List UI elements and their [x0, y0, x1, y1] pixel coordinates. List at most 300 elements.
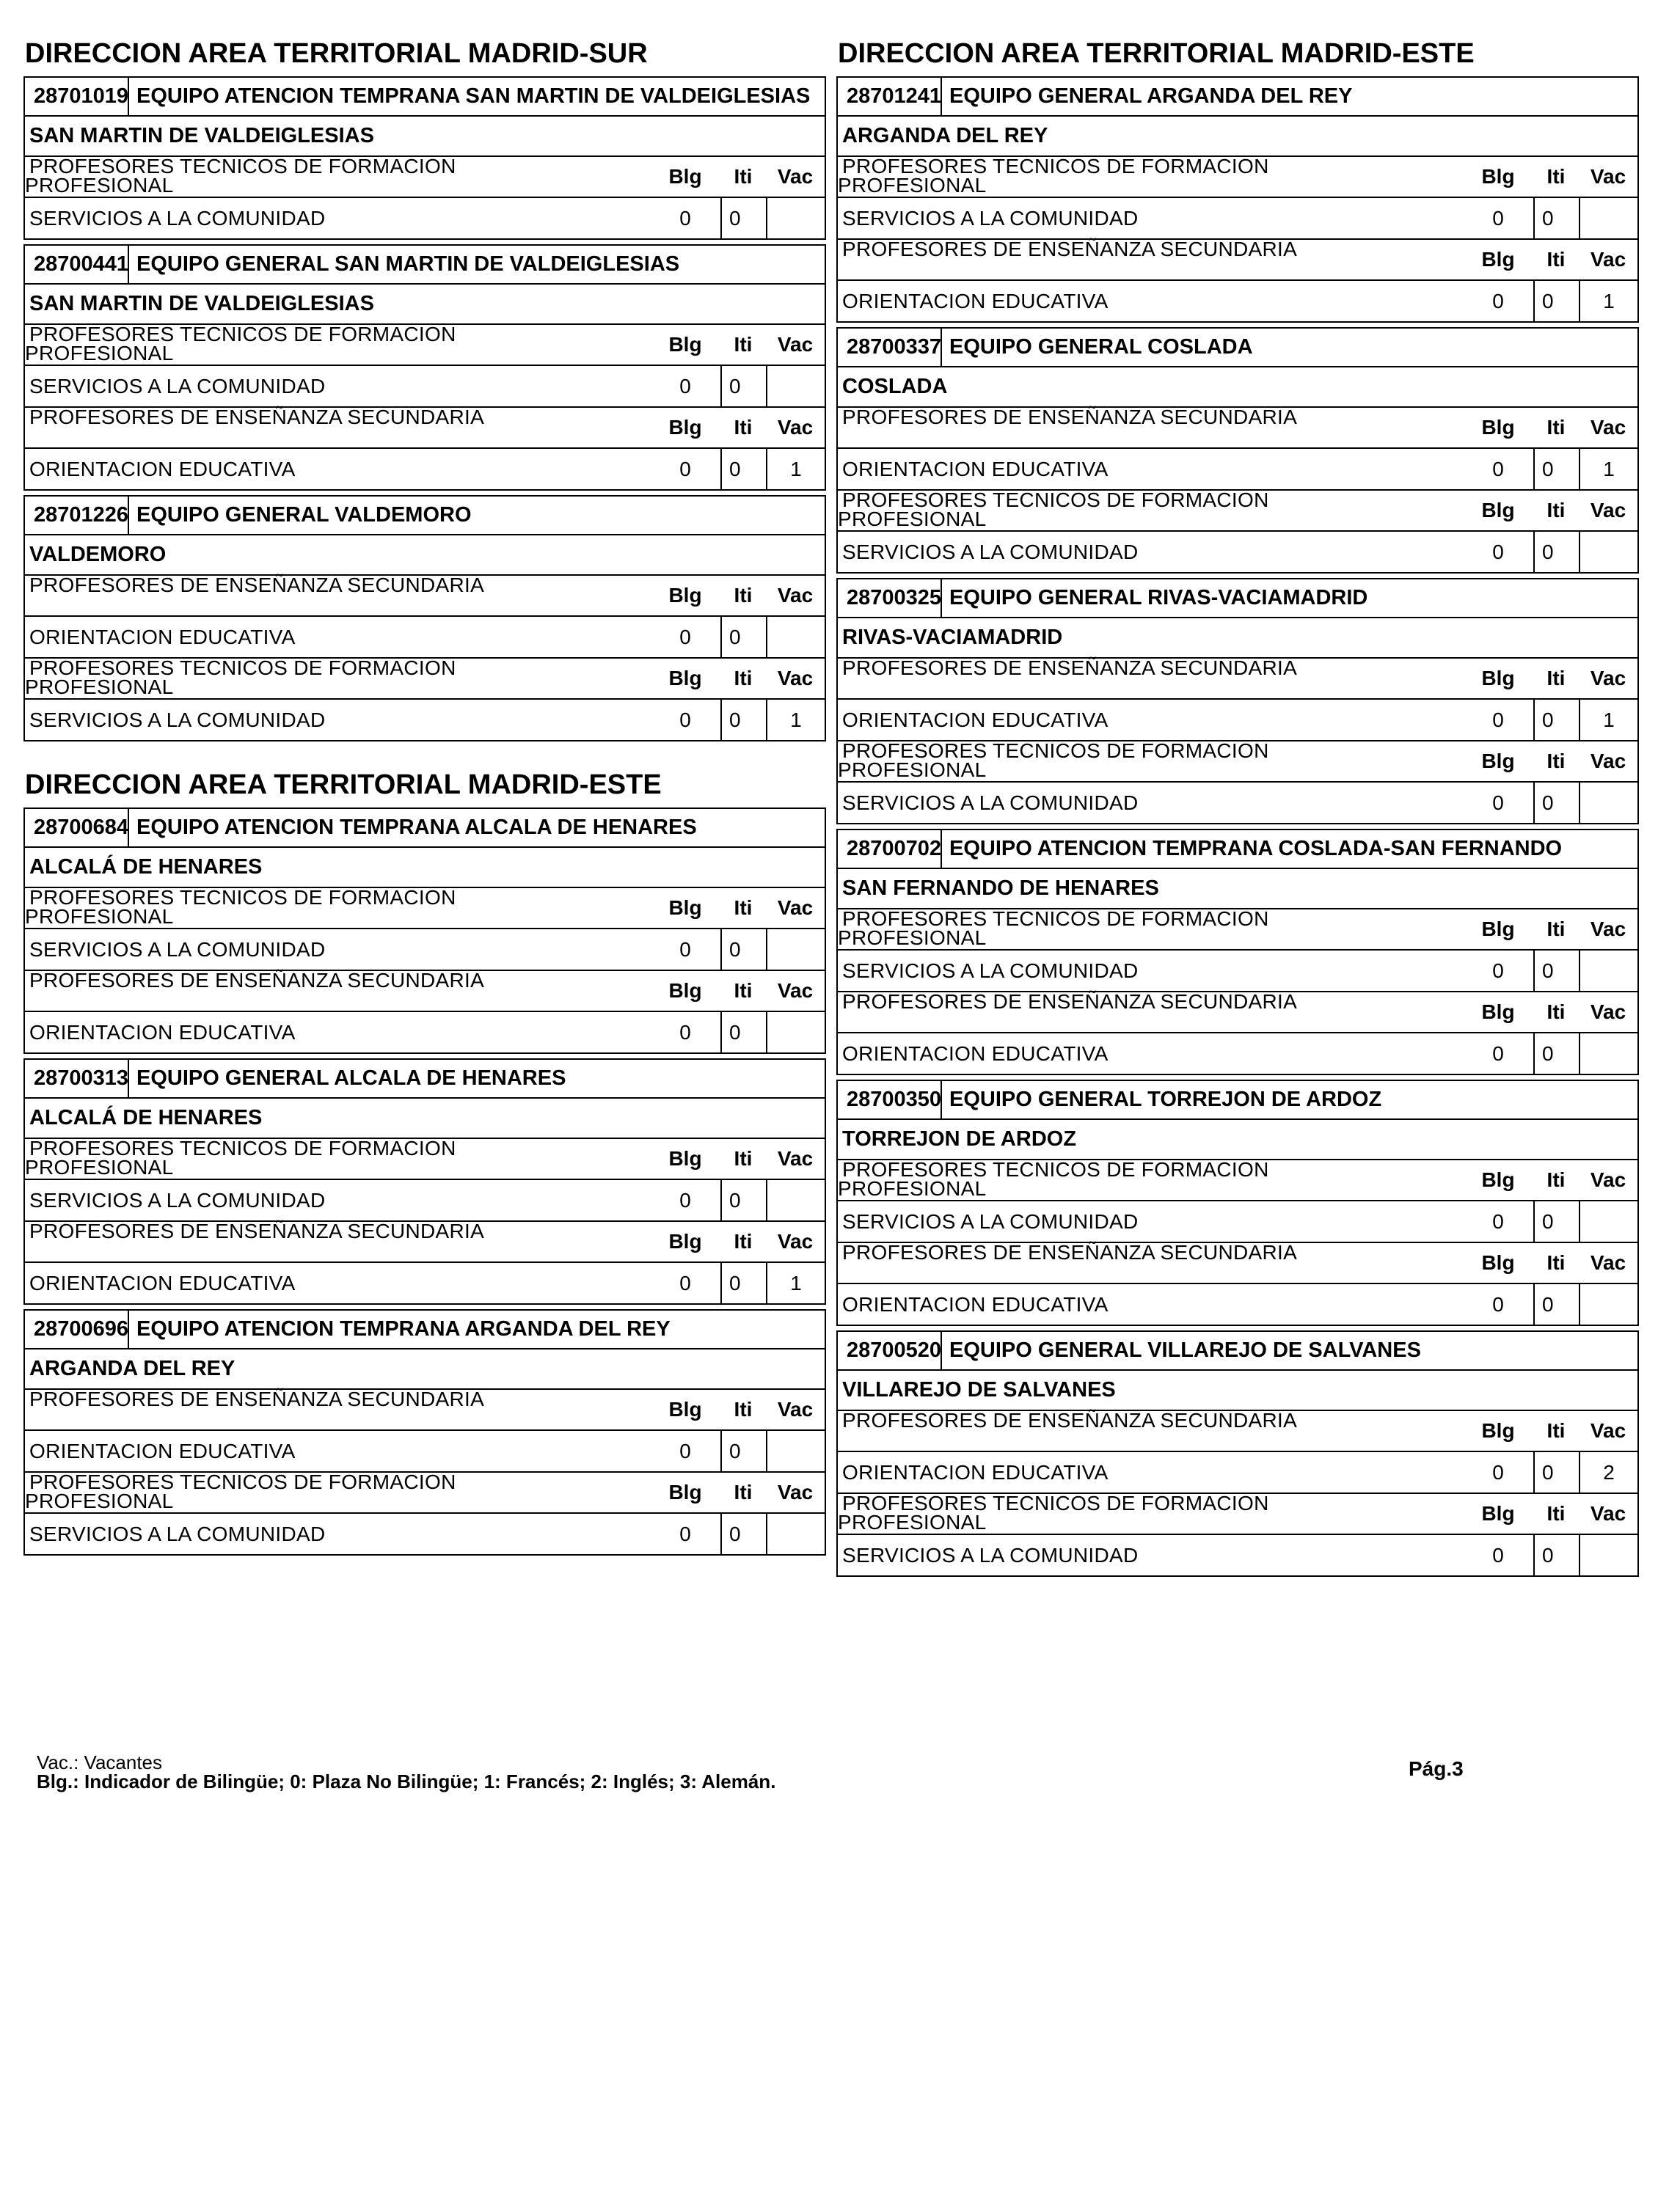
blg-value: 0: [1492, 791, 1504, 814]
cuerpo-block: [838, 488, 1637, 572]
specialty-row: [838, 449, 1637, 491]
page-number: Pág.3: [1409, 1757, 1464, 1780]
cuerpo-name: [838, 240, 1463, 279]
iti-header: Iti: [734, 896, 753, 919]
cuerpo-name-line: PROFESORES TECNICOS DE FORMACION: [842, 488, 1269, 511]
locality: ARGANDA DEL REY: [25, 1349, 825, 1390]
specialty-name: SERVICIOS A LA COMUNIDAD: [842, 959, 1139, 982]
vac-value: 2: [1579, 1452, 1637, 1493]
iti-header: Iti: [1546, 416, 1566, 439]
iti-value: 0: [720, 1180, 766, 1220]
cuerpo-header-row: [838, 240, 1637, 281]
cuerpo-block: [838, 240, 1637, 321]
iti-header: Iti: [1546, 1168, 1566, 1191]
vac-value: [766, 929, 825, 970]
vac-value: 1: [1579, 281, 1637, 321]
cuerpo-name-line: PROFESORES TECNICOS DE FORMACION: [29, 323, 456, 345]
cuerpo-header-row: [25, 656, 825, 700]
cuerpo-name: [25, 325, 650, 365]
cuerpo-name: [25, 576, 650, 615]
cuerpo-block: [25, 888, 825, 971]
iti-value: 0: [1533, 951, 1579, 991]
cuerpo-name: [25, 1222, 650, 1261]
cuerpo-header-row: [25, 1473, 825, 1514]
cuerpo-name-line: PROFESORES TECNICOS DE FORMACION: [842, 739, 1269, 762]
cuerpo-name: [25, 1473, 650, 1512]
specialty-name: SERVICIOS A LA COMUNIDAD: [29, 374, 326, 398]
team-header: [25, 1311, 825, 1349]
specialty-row: [25, 366, 825, 408]
iti-header: Iti: [734, 1481, 753, 1504]
specialty-name: SERVICIOS A LA COMUNIDAD: [842, 1543, 1139, 1567]
blg-header: Blg: [1481, 750, 1515, 772]
cuerpo-name: [25, 1139, 650, 1179]
iti-header: Iti: [734, 165, 753, 188]
team-code: 28700684: [25, 809, 129, 846]
specialty-row: [838, 783, 1637, 823]
team-table: [23, 244, 826, 491]
cuerpo-name: [25, 408, 650, 447]
vac-value: [766, 1180, 825, 1220]
vac-header: Vac: [1590, 1000, 1626, 1023]
team-name: EQUIPO GENERAL RIVAS-VACIAMADRID: [949, 586, 1368, 609]
iti-value: 0: [720, 1012, 766, 1052]
locality: ARGANDA DEL REY: [838, 117, 1637, 157]
blg-value: 0: [1492, 708, 1504, 731]
specialty-row: [838, 951, 1637, 992]
specialty-name: ORIENTACION EDUCATIVA: [29, 1020, 296, 1044]
vac-value: 1: [766, 1263, 825, 1303]
area-title: DIRECCION AREA TERRITORIAL MADRID-ESTE: [838, 38, 1475, 69]
specialty-row: [838, 700, 1637, 741]
iti-value: 0: [1533, 1284, 1579, 1325]
blg-header: Blg: [668, 1398, 702, 1421]
legend-bilingue: Blg.: Indicador de Bilingüe; 0: Plaza No Bilingüe; 1: Francés; 2: Inglés; 3: Alemán.: [37, 1770, 776, 1792]
locality: RIVAS-VACIAMADRID: [838, 618, 1637, 659]
blg-header: Blg: [1481, 1251, 1515, 1274]
iti-value: 0: [720, 1263, 766, 1303]
specialty-name: SERVICIOS A LA COMUNIDAD: [29, 937, 326, 961]
iti-value: 0: [1533, 783, 1579, 823]
cuerpo-name: [838, 1243, 1463, 1283]
cuerpo-name-line: PROFESORES DE ENSEÑANZA SECUNDARIA: [842, 656, 1298, 679]
blg-value: 0: [1492, 289, 1504, 312]
team-table: [836, 76, 1639, 323]
team-header: [25, 497, 825, 535]
iti-value: 0: [1533, 1452, 1579, 1493]
team-table: [836, 578, 1639, 824]
cuerpo-header-row: [838, 488, 1637, 532]
specialty-row: [25, 449, 825, 489]
cuerpo-block: [838, 1243, 1637, 1325]
cuerpo-name-line: PROFESORES DE ENSEÑANZA SECUNDARIA: [842, 238, 1298, 260]
team-header: [25, 246, 825, 285]
team-code: 28700520: [838, 1332, 942, 1369]
vac-header: Vac: [1590, 750, 1626, 772]
cuerpo-header-row: [25, 408, 825, 449]
team-table: [836, 829, 1639, 1075]
cuerpo-name-line: PROFESIONAL: [838, 758, 987, 781]
cuerpo-name-line: PROFESORES TECNICOS DE FORMACION: [29, 1137, 456, 1160]
team-header: [838, 830, 1637, 869]
cuerpo-name-line: PROFESIONAL: [838, 1511, 987, 1534]
team-name: EQUIPO GENERAL VALDEMORO: [136, 503, 472, 527]
iti-value: 0: [720, 700, 766, 740]
vac-header: Vac: [1590, 248, 1626, 271]
specialty-name: ORIENTACION EDUCATIVA: [842, 1460, 1109, 1484]
right-column: [836, 35, 1639, 1581]
team-table: [23, 807, 826, 1054]
blg-value: 0: [679, 1188, 691, 1212]
team-code: 28700702: [838, 830, 942, 868]
team-header: [838, 78, 1637, 117]
vac-value: [1579, 783, 1637, 823]
cuerpo-block: [25, 157, 825, 238]
cuerpo-name-line: PROFESIONAL: [25, 1490, 174, 1512]
blg-header: Blg: [1481, 1000, 1515, 1023]
cuerpo-name: [25, 888, 650, 928]
blg-value: 0: [1492, 1209, 1504, 1233]
cuerpo-block: [838, 157, 1637, 240]
team-name: EQUIPO GENERAL COSLADA: [949, 335, 1253, 359]
iti-value: 0: [1533, 1535, 1579, 1575]
cuerpo-name: [838, 992, 1463, 1032]
team-table: [23, 495, 826, 741]
cuerpo-name-line: PROFESIONAL: [25, 174, 174, 197]
cuerpo-header-row: [25, 1139, 825, 1180]
blg-value: 0: [679, 457, 691, 480]
vac-header: Vac: [1590, 667, 1626, 689]
iti-value: 0: [1533, 1033, 1579, 1074]
iti-header: Iti: [1546, 1000, 1566, 1023]
blg-value: 0: [1492, 1041, 1504, 1065]
iti-value: 0: [1533, 700, 1579, 740]
locality: TORREJON DE ARDOZ: [838, 1120, 1637, 1160]
blg-header: Blg: [668, 333, 702, 356]
cuerpo-block: [25, 1473, 825, 1554]
locality: COSLADA: [838, 367, 1637, 408]
iti-header: Iti: [734, 1147, 753, 1170]
specialty-row: [25, 1514, 825, 1554]
iti-header: Iti: [1546, 918, 1566, 940]
locality: ALCALÁ DE HENARES: [25, 1099, 825, 1139]
specialty-name: SERVICIOS A LA COMUNIDAD: [29, 708, 326, 731]
cuerpo-name-line: PROFESORES TECNICOS DE FORMACION: [29, 886, 456, 909]
team-header: [838, 1081, 1637, 1120]
specialty-name: SERVICIOS A LA COMUNIDAD: [842, 791, 1139, 814]
vac-value: [1579, 1033, 1637, 1074]
cuerpo-name-line: PROFESORES TECNICOS DE FORMACION: [842, 1158, 1269, 1181]
blg-value: 0: [679, 206, 691, 230]
iti-header: Iti: [1546, 499, 1566, 521]
vac-header: Vac: [777, 1398, 814, 1421]
vac-header: Vac: [1590, 1502, 1626, 1525]
cuerpo-block: [25, 971, 825, 1052]
iti-value: 0: [720, 929, 766, 970]
specialty-row: [838, 1201, 1637, 1243]
cuerpo-name-line: PROFESORES TECNICOS DE FORMACION: [842, 1492, 1269, 1515]
blg-header: Blg: [668, 979, 702, 1002]
blg-header: Blg: [668, 165, 702, 188]
locality: SAN MARTIN DE VALDEIGLESIAS: [25, 285, 825, 325]
locality: SAN MARTIN DE VALDEIGLESIAS: [25, 117, 825, 157]
specialty-name: ORIENTACION EDUCATIVA: [842, 457, 1109, 480]
iti-header: Iti: [1546, 1419, 1566, 1442]
blg-value: 0: [1492, 206, 1504, 230]
iti-header: Iti: [734, 667, 753, 689]
cuerpo-name-line: PROFESORES DE ENSEÑANZA SECUNDARIA: [842, 406, 1298, 428]
specialty-row: [25, 929, 825, 971]
blg-value: 0: [1492, 1460, 1504, 1484]
cuerpo-name-line: PROFESIONAL: [838, 1177, 987, 1200]
iti-value: 0: [1533, 532, 1579, 572]
area-title: DIRECCION AREA TERRITORIAL MADRID-SUR: [25, 38, 648, 69]
team-name: EQUIPO GENERAL ALCALA DE HENARES: [136, 1066, 566, 1090]
team-header: [25, 78, 825, 117]
specialty-name: SERVICIOS A LA COMUNIDAD: [842, 1209, 1139, 1233]
vac-value: 1: [1579, 449, 1637, 489]
vac-header: Vac: [777, 1230, 814, 1253]
specialty-name: SERVICIOS A LA COMUNIDAD: [29, 1522, 326, 1545]
iti-header: Iti: [734, 1230, 753, 1253]
team-table: [23, 1309, 826, 1556]
vac-header: Vac: [777, 1481, 814, 1504]
team-code: 28700350: [838, 1081, 942, 1118]
iti-header: Iti: [1546, 750, 1566, 772]
cuerpo-name: [25, 157, 650, 197]
blg-header: Blg: [1481, 918, 1515, 940]
cuerpo-header-row: [25, 576, 825, 617]
cuerpo-name-line: PROFESIONAL: [838, 174, 987, 197]
blg-header: Blg: [1481, 248, 1515, 271]
blg-header: Blg: [1481, 1168, 1515, 1191]
vac-value: [766, 1514, 825, 1554]
cuerpo-header-row: [25, 888, 825, 929]
specialty-row: [838, 1033, 1637, 1074]
cuerpo-name: [838, 157, 1463, 197]
cuerpo-name: [838, 408, 1463, 447]
cuerpo-block: [25, 1139, 825, 1222]
specialty-name: SERVICIOS A LA COMUNIDAD: [842, 540, 1139, 563]
team-name: EQUIPO ATENCION TEMPRANA COSLADA-SAN FERNANDO: [949, 837, 1563, 860]
team-code: 28700313: [25, 1060, 129, 1097]
cuerpo-name-line: PROFESIONAL: [838, 926, 987, 949]
cuerpo-header-row: [838, 1411, 1637, 1452]
team-code: 28701226: [25, 497, 129, 534]
team-name: EQUIPO GENERAL SAN MARTIN DE VALDEIGLESIAS: [136, 252, 680, 276]
team-name: EQUIPO ATENCION TEMPRANA ARGANDA DEL REY: [136, 1317, 671, 1341]
vac-value: [1579, 1535, 1637, 1575]
cuerpo-header-row: [838, 408, 1637, 449]
vac-value: [766, 617, 825, 657]
blg-header: Blg: [1481, 667, 1515, 689]
team-header: [838, 329, 1637, 367]
blg-value: 0: [679, 1522, 691, 1545]
cuerpo-name-line: PROFESIONAL: [25, 675, 174, 698]
team-code: 28700325: [838, 579, 942, 617]
vac-value: [1579, 532, 1637, 572]
specialty-row: [838, 281, 1637, 321]
iti-value: 0: [1533, 449, 1579, 489]
blg-value: 0: [679, 1271, 691, 1294]
locality: VALDEMORO: [25, 535, 825, 576]
cuerpo-name: [838, 741, 1463, 781]
specialty-name: ORIENTACION EDUCATIVA: [29, 625, 296, 648]
blg-value: 0: [1492, 959, 1504, 982]
team-table: [836, 1330, 1639, 1577]
cuerpo-name-line: PROFESORES DE ENSEÑANZA SECUNDARIA: [29, 574, 485, 596]
team-table: [836, 327, 1639, 574]
team-header: [25, 809, 825, 848]
iti-value: 0: [720, 366, 766, 406]
vac-header: Vac: [777, 979, 814, 1002]
vac-header: Vac: [1590, 499, 1626, 521]
team-header: [838, 579, 1637, 618]
cuerpo-block: [838, 992, 1637, 1074]
blg-header: Blg: [668, 416, 702, 439]
cuerpo-name-line: PROFESORES DE ENSEÑANZA SECUNDARIA: [29, 1220, 485, 1242]
iti-header: Iti: [1546, 1502, 1566, 1525]
cuerpo-name-line: PROFESORES DE ENSEÑANZA SECUNDARIA: [29, 1388, 485, 1410]
blg-value: 0: [679, 708, 691, 731]
team-code: 28700337: [838, 329, 942, 366]
specialty-row: [25, 1180, 825, 1222]
vac-value: [1579, 1284, 1637, 1325]
specialty-row: [838, 1284, 1637, 1325]
cuerpo-name: [838, 1411, 1463, 1451]
specialty-name: ORIENTACION EDUCATIVA: [29, 1439, 296, 1462]
blg-header: Blg: [668, 1481, 702, 1504]
iti-header: Iti: [734, 333, 753, 356]
area-title: DIRECCION AREA TERRITORIAL MADRID-ESTE: [25, 769, 662, 800]
cuerpo-header-row: [25, 1222, 825, 1263]
locality: VILLAREJO DE SALVANES: [838, 1371, 1637, 1411]
legend-vacantes: Vac.: Vacantes: [37, 1751, 163, 1773]
iti-header: Iti: [1546, 1251, 1566, 1274]
team-code: 28701241: [838, 78, 942, 115]
vac-value: [1579, 198, 1637, 238]
cuerpo-name: [838, 909, 1463, 949]
specialty-name: ORIENTACION EDUCATIVA: [842, 1041, 1109, 1065]
cuerpo-name-line: PROFESIONAL: [25, 905, 174, 928]
specialty-name: ORIENTACION EDUCATIVA: [29, 457, 296, 480]
specialty-name: SERVICIOS A LA COMUNIDAD: [29, 1188, 326, 1212]
vac-value: [766, 1431, 825, 1471]
team-code: 28700441: [25, 246, 129, 283]
cuerpo-name: [838, 488, 1463, 530]
iti-value: 0: [720, 617, 766, 657]
iti-header: Iti: [1546, 667, 1566, 689]
cuerpo-name-line: PROFESORES TECNICOS DE FORMACION: [29, 1471, 456, 1493]
vac-header: Vac: [777, 584, 814, 607]
vac-header: Vac: [777, 667, 814, 689]
cuerpo-name-line: PROFESORES DE ENSEÑANZA SECUNDARIA: [29, 969, 485, 992]
section-gap: [23, 746, 826, 766]
blg-header: Blg: [1481, 1502, 1515, 1525]
vac-value: [1579, 951, 1637, 991]
specialty-name: ORIENTACION EDUCATIVA: [842, 708, 1109, 731]
cuerpo-header-row: [838, 1494, 1637, 1535]
specialty-row: [838, 532, 1637, 572]
cuerpo-name: [838, 656, 1463, 698]
vac-header: Vac: [1590, 416, 1626, 439]
cuerpo-name-line: PROFESIONAL: [25, 342, 174, 365]
team-name: EQUIPO GENERAL VILLAREJO DE SALVANES: [949, 1338, 1421, 1362]
specialty-name: SERVICIOS A LA COMUNIDAD: [842, 206, 1139, 230]
cuerpo-header-row: [25, 157, 825, 198]
team-name: EQUIPO ATENCION TEMPRANA ALCALA DE HENARES: [136, 816, 697, 839]
cuerpo-header-row: [25, 1390, 825, 1431]
specialty-row: [838, 198, 1637, 240]
blg-header: Blg: [668, 667, 702, 689]
footer-legend: [37, 1753, 775, 1791]
cuerpo-name: [838, 1160, 1463, 1200]
specialty-row: [25, 700, 825, 740]
iti-header: Iti: [1546, 165, 1566, 188]
vac-header: Vac: [1590, 1251, 1626, 1274]
team-code: 28701019: [25, 78, 129, 115]
cuerpo-name-line: PROFESIONAL: [838, 508, 987, 530]
blg-value: 0: [679, 625, 691, 648]
cuerpo-header-row: [838, 909, 1637, 951]
cuerpo-block: [25, 325, 825, 408]
cuerpo-header-row: [838, 157, 1637, 198]
cuerpo-block: [25, 656, 825, 740]
vac-header: Vac: [1590, 1168, 1626, 1191]
cuerpo-block: [838, 656, 1637, 741]
team-code: 28700696: [25, 1311, 129, 1348]
locality: ALCALÁ DE HENARES: [25, 848, 825, 888]
cuerpo-header-row: [838, 741, 1637, 783]
team-header: [838, 1332, 1637, 1371]
vac-header: Vac: [1590, 918, 1626, 940]
blg-header: Blg: [1481, 416, 1515, 439]
left-column: [23, 35, 826, 1560]
vac-value: 1: [1579, 700, 1637, 740]
cuerpo-name-line: PROFESORES TECNICOS DE FORMACION: [842, 907, 1269, 930]
cuerpo-name-line: PROFESORES DE ENSEÑANZA SECUNDARIA: [842, 1409, 1298, 1432]
cuerpo-header-row: [25, 325, 825, 366]
cuerpo-name-line: PROFESORES TECNICOS DE FORMACION: [29, 656, 456, 679]
iti-value: 0: [720, 449, 766, 489]
blg-header: Blg: [668, 1147, 702, 1170]
blg-value: 0: [1492, 1292, 1504, 1316]
iti-header: Iti: [734, 416, 753, 439]
cuerpo-name-line: PROFESORES DE ENSEÑANZA SECUNDARIA: [842, 1241, 1298, 1264]
blg-header: Blg: [1481, 165, 1515, 188]
blg-value: 0: [1492, 457, 1504, 480]
cuerpo-header-row: [838, 656, 1637, 700]
team-table: [23, 1058, 826, 1305]
iti-header: Iti: [1546, 248, 1566, 271]
specialty-row: [25, 198, 825, 238]
specialty-row: [25, 617, 825, 659]
vac-header: Vac: [777, 416, 814, 439]
iti-value: 0: [1533, 281, 1579, 321]
blg-value: 0: [679, 1439, 691, 1462]
vac-value: 1: [766, 449, 825, 489]
specialty-row: [25, 1012, 825, 1052]
vac-value: [766, 366, 825, 406]
blg-value: 0: [1492, 540, 1504, 563]
team-table: [23, 76, 826, 240]
cuerpo-name: [25, 971, 650, 1011]
team-header: [25, 1060, 825, 1099]
cuerpo-block: [838, 1494, 1637, 1575]
cuerpo-name-line: PROFESORES TECNICOS DE FORMACION: [29, 155, 456, 177]
cuerpo-name-line: PROFESORES TECNICOS DE FORMACION: [842, 155, 1269, 177]
specialty-name: ORIENTACION EDUCATIVA: [29, 1271, 296, 1294]
